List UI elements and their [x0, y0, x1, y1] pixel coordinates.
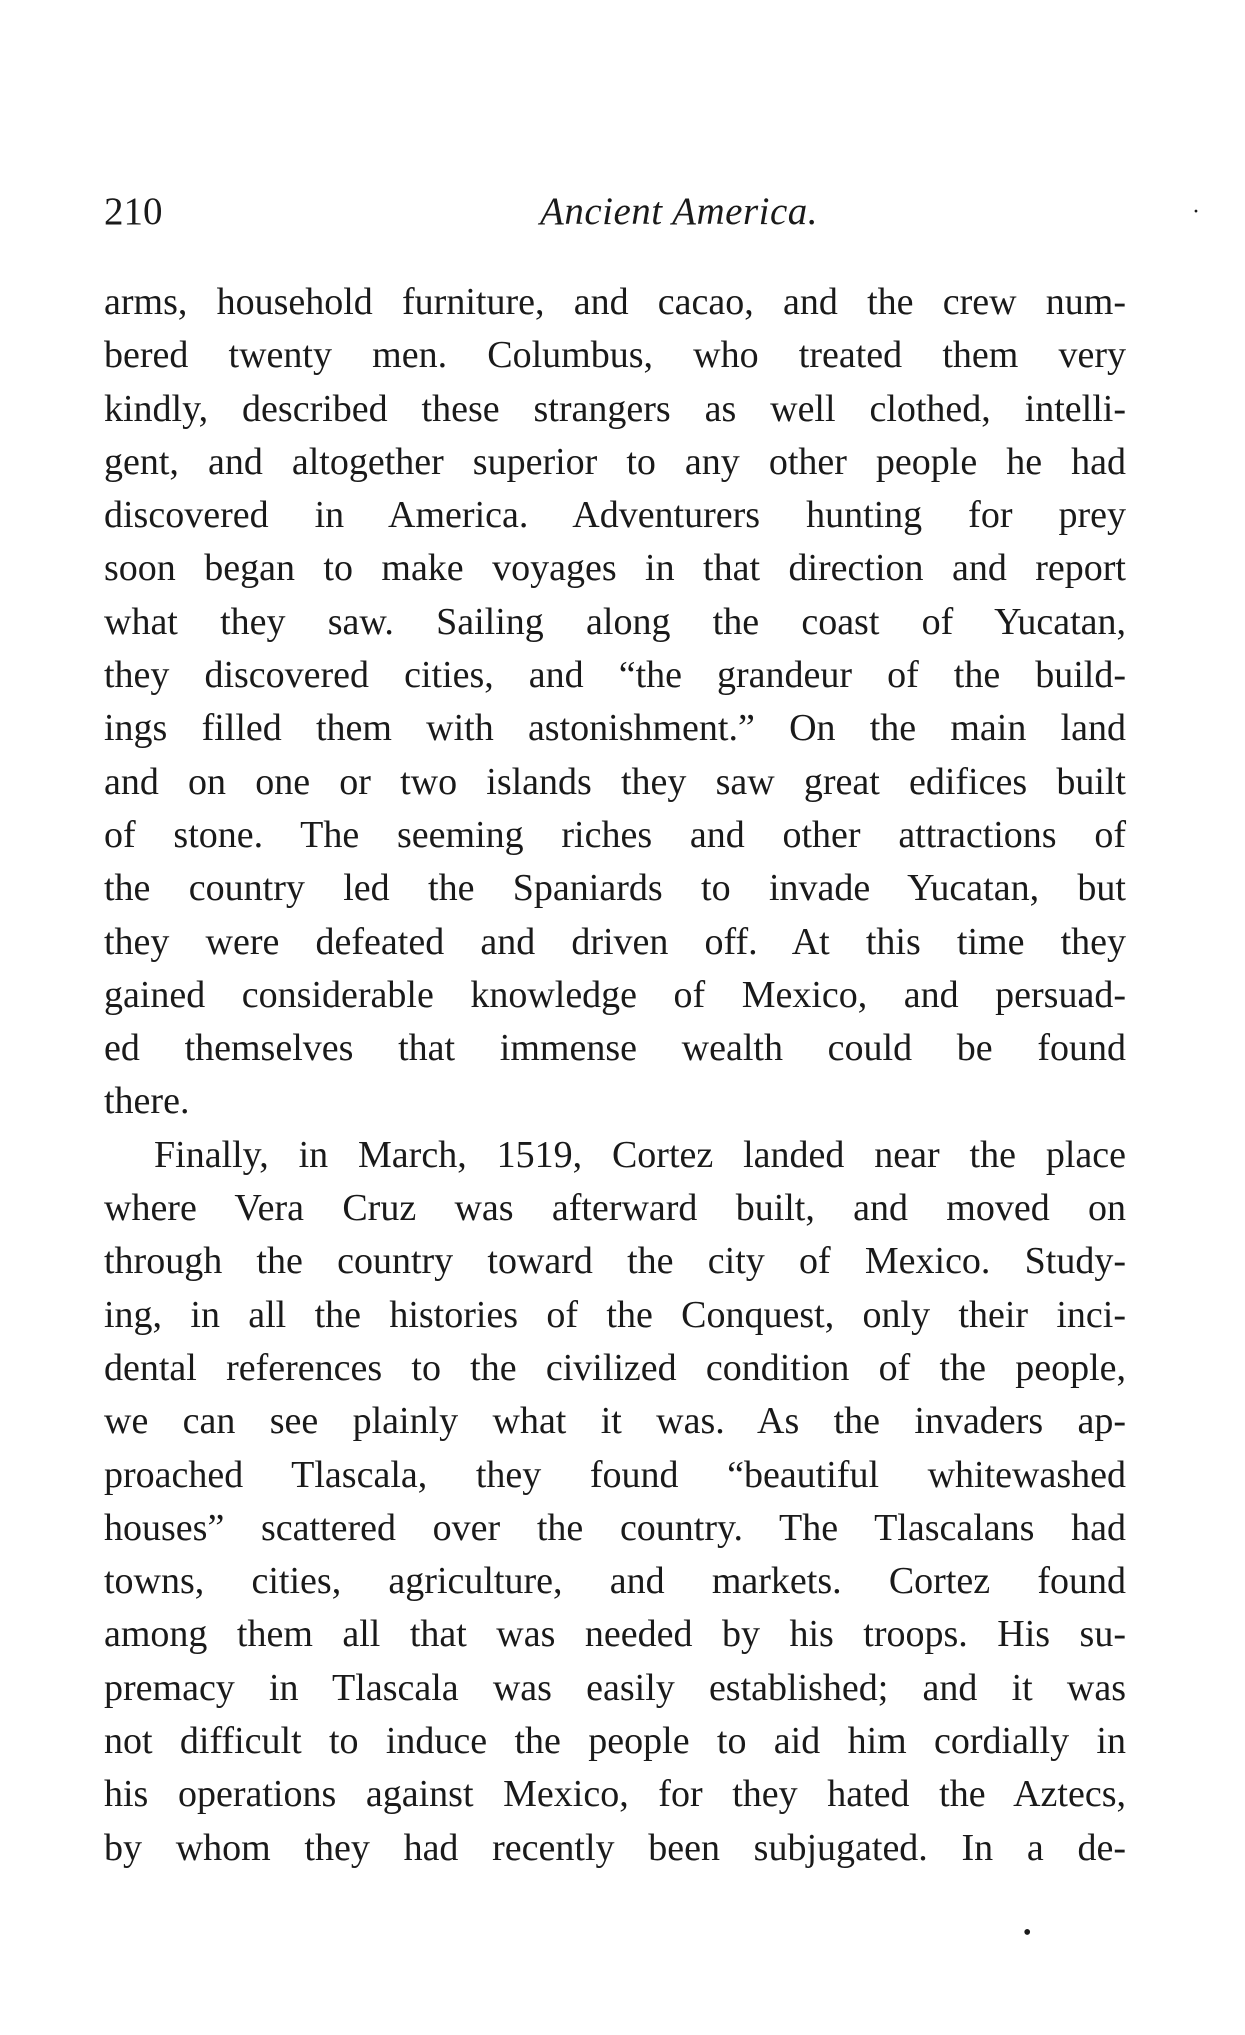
text-line: ing, in all the histories of the Conquest, only their inci-: [104, 1293, 1126, 1336]
body-text: [104, 276, 1126, 1875]
text-line: they discovered cities, and “the grandeur of the build-: [104, 654, 1126, 697]
footer-mark: •: [1023, 1920, 1032, 1946]
text-line: the country led the Spaniards to invade Yucatan, but: [104, 867, 1126, 910]
text-line: what they saw. Sailing along the coast of Yucatan,: [104, 600, 1126, 643]
header-mark: ·: [1192, 199, 1200, 225]
text-line: where Vera Cruz was afterward built, and moved on: [104, 1187, 1126, 1230]
text-line: discovered in America. Adventurers hunting for prey: [104, 494, 1126, 537]
text-line: towns, cities, agriculture, and markets. Cortez found: [104, 1560, 1126, 1603]
text-line: premacy in Tlascala was easily established; and it was: [104, 1666, 1126, 1709]
text-line: through the country toward the city of Mexico. Study-: [104, 1240, 1126, 1283]
paragraph-1: [104, 276, 1126, 1129]
page-header: [104, 188, 1200, 236]
text-line: proached Tlascala, they found “beautiful whitewashed: [104, 1453, 1126, 1496]
text-line: there.: [104, 1080, 190, 1123]
page-number: 210: [104, 190, 163, 233]
text-line: gent, and altogether superior to any other people he had: [104, 440, 1126, 483]
text-line: soon began to make voyages in that direction and report: [104, 547, 1126, 590]
text-line: kindly, described these strangers as well clothed, intelli-: [104, 387, 1126, 430]
text-line: gained considerable knowledge of Mexico, and persuad-: [104, 973, 1126, 1016]
text-line: ed themselves that immense wealth could be found: [104, 1027, 1126, 1070]
text-line: not difficult to induce the people to aid him cordially in: [104, 1720, 1126, 1763]
text-line: by whom they had recently been subjugated. In a de-: [104, 1826, 1126, 1869]
running-title: Ancient America.: [540, 190, 819, 233]
text-line: arms, household furniture, and cacao, and the crew num-: [104, 281, 1126, 323]
paragraph-2: [104, 1129, 1126, 1875]
text-line: bered twenty men. Columbus, who treated them very: [104, 334, 1126, 377]
text-line: we can see plainly what it was. As the invaders ap-: [104, 1400, 1126, 1443]
text-line: his operations against Mexico, for they hated the Aztecs,: [104, 1773, 1126, 1816]
text-line: Finally, in March, 1519, Cortez landed near the place: [154, 1133, 1126, 1176]
text-line: among them all that was needed by his troops. His su-: [104, 1613, 1126, 1656]
text-line: and on one or two islands they saw great edifices built: [104, 760, 1126, 803]
text-line: houses” scattered over the country. The Tlascalans had: [104, 1506, 1126, 1549]
text-line: of stone. The seeming riches and other attractions of: [104, 813, 1126, 856]
text-line: dental references to the civilized condition of the people,: [104, 1346, 1126, 1389]
text-line: they were defeated and driven off. At this time they: [104, 920, 1126, 963]
text-line: ings filled them with astonishment.” On the main land: [104, 707, 1126, 750]
